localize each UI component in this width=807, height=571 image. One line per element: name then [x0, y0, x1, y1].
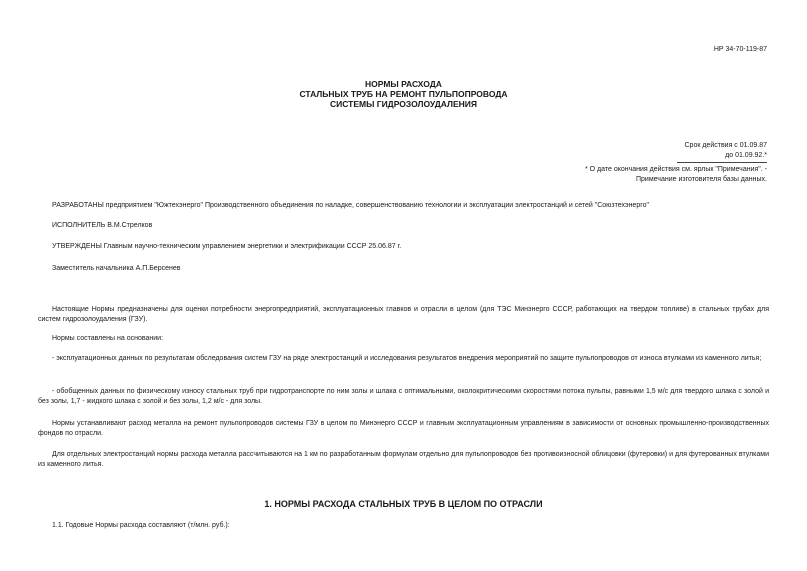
basis-item-1: - эксплуатационных данных по результатам обследования систем ГЗУ на ряде электростанций и исследования результатов внедрения мероприятий по защите пульпопроводов от износа втулками из каменного литья;	[52, 355, 762, 362]
validity-from: Срок действия с 01.09.87	[684, 142, 767, 149]
validity-note-2: Примечание изготовителя базы данных.	[635, 175, 767, 183]
section-1-paragraph-1: 1.1. Годовые Нормы расхода составляют (т/млн. руб.):	[52, 522, 230, 529]
approved-paragraph: УТВЕРЖДЕНЫ Главным научно-техническим управлением энергетики и электрификации СССР 25.06.87 г.	[52, 243, 402, 250]
stations-paragraph: Для отдельных электростанций нормы расхода металла рассчитываются на 1 км по разработанным формулам отдельно для пульпопроводов без противоизносной облицовки (футеровки) и для футерованных втулками из каменного литья.	[38, 451, 769, 468]
validity-block	[585, 141, 767, 184]
basis-item-2: - обобщенных данных по физическому износу стальных труб при гидротранспорте по ним золы и шлака с оптимальными, околокритическими скоростями потока пульпы, равными 1,5 м/с для твердого шлака с золой и без золы, 1,7 - жидкого шлака с золой и без золы, 1,2 м/с - для золы.	[38, 388, 769, 405]
basis-paragraph: Нормы составлены на основании:	[52, 335, 164, 342]
validity-divider	[677, 162, 767, 163]
deputy-paragraph: Заместитель начальника А.П.Берсенев	[52, 265, 181, 272]
title-line-1: НОРМЫ РАСХОДА	[365, 79, 442, 89]
validity-to: до 01.09.92.*	[725, 151, 767, 159]
document-code: НР 34-70-119-87	[713, 46, 767, 53]
title-line-3: СИСТЕМЫ ГИДРОЗОЛОУДАЛЕНИЯ	[329, 99, 478, 109]
purpose-paragraph: Настоящие Нормы предназначены для оценки потребности энергопредприятий, эксплуатационных главков и отрасли в целом (для ТЭС Минэнерго СССР, работающих на твердом топливе) в стальных трубах для систем гидрозолоудаления (ГЗУ).	[38, 306, 769, 323]
developed-paragraph: РАЗРАБОТАНЫ предприятием "Южтехэнерго" Производственного объединения по наладке, совершенствованию технологии и эксплуатации электростанций и сетей "Союзтехэнерго"	[52, 202, 649, 209]
section-1-heading: 1. НОРМЫ РАСХОДА СТАЛЬНЫХ ТРУБ В ЦЕЛОМ ПО ОТРАСЛИ	[264, 499, 543, 509]
title-line-2: СТАЛЬНЫХ ТРУБ НА РЕМОНТ ПУЛЬПОПРОВОДА	[299, 89, 508, 99]
executor-paragraph: ИСПОЛНИТЕЛЬ В.М.Стрелков	[52, 222, 153, 229]
validity-note-1: * О дате окончания действия см. ярлык "Примечания". -	[584, 166, 767, 173]
document-title	[0, 79, 807, 109]
establish-paragraph: Нормы устанавливают расход металла на ремонт пульпопроводов системы ГЗУ в целом по Минэнерго СССР и главным эксплуатационным управлениям в зависимости от основных промышленно-производственных фондов по отрасли.	[38, 420, 769, 437]
